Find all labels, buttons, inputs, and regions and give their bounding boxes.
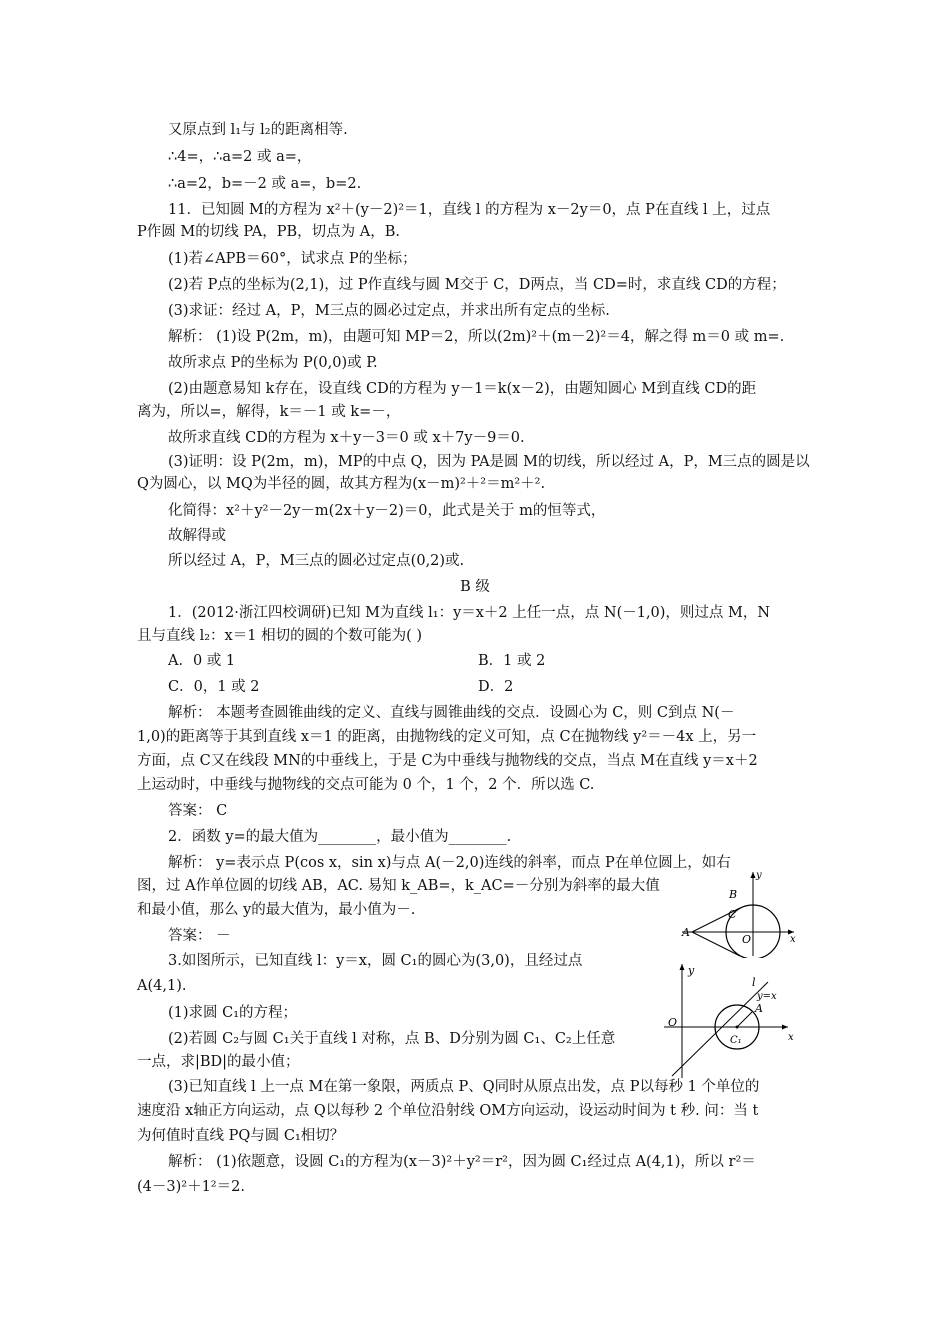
label-l: l	[752, 976, 756, 989]
problem-1-stem: 1．(2012·浙江四校调研)已知 M为直线 l₁：y＝x＋2 上任一点，点 N(－1,0)，则过点 M，N	[168, 605, 771, 621]
unit-circle-tangent-figure	[680, 868, 800, 958]
solution-line: 所以经过 A，P，M三点的圆必过定点(0,2)或.	[168, 553, 465, 569]
problem-3-part-3-cont: 速度沿 x轴正方向运动，点 Q以每秒 2 个单位沿射线 OM方向运动，设运动时间为 t 秒. 问：当 t	[137, 1103, 759, 1119]
label-o: O	[742, 933, 752, 946]
problem-11-stem-cont: P作圆 M的切线 PA，PB，切点为 A，B.	[137, 224, 400, 240]
solution-line: 图，过 A作单位圆的切线 AB，AC. 易知 k_AB=，k_AC=－分别为斜率的最大值	[137, 878, 660, 894]
problem-1-stem-cont: 且与直线 l₂：x＝1 相切的圆的个数可能为( )	[137, 628, 422, 644]
problem-3-part-2: (2)若圆 C₂与圆 C₁关于直线 l 对称，点 B、D分别为圆 C₁、C₂上任意	[168, 1031, 616, 1047]
problem-11-part-3: (3)求证：经过 A，P，M三点的圆必过定点，并求出所有定点的坐标.	[168, 303, 610, 319]
label-y: y	[688, 964, 695, 977]
solution-line: 上运动时，中垂线与抛物线的交点可能为 0 个，1 个，2 个．所以选 C.	[137, 777, 595, 793]
solution-line: 化简得：x²＋y²－2y－m(2x＋y－2)＝0，此式是关于 m的恒等式，	[168, 503, 606, 519]
option-b: B．1 或 2	[478, 653, 546, 669]
problem-2-stem: 2．函数 y=的最大值为________，最小值为________.	[168, 829, 512, 845]
option-d: D．2	[478, 679, 514, 695]
answer-line: 答案： C	[168, 803, 228, 819]
solution-line: 故所求直线 CD的方程为 x＋y－3＝0 或 x＋7y－9＝0.	[168, 430, 525, 446]
solution-line: 1,0)的距离等于其到直线 x＝1 的距离，由抛物线的定义可知，点 C在抛物线 y²＝－4x 上，另一	[137, 729, 757, 745]
solution-line: 离为，所以=，解得，k＝－1 或 k=－，	[137, 404, 401, 420]
text-line: ∴4=，∴a=2 或 a=，	[168, 149, 312, 165]
solution-line: 方面，点 C又在线段 MN的中垂线上，于是 C为中垂线与抛物线的交点，当点 M在直线 y＝x＋2	[137, 753, 758, 769]
option-c: C．0，1 或 2	[168, 679, 260, 695]
section-heading: B 级	[460, 579, 490, 595]
label-c: C	[728, 908, 737, 921]
solution-line: 解析： (1)依题意，设圆 C₁的方程为(x－3)²＋y²＝r²，因为圆 C₁经过点 A(4,1)，所以 r²＝	[168, 1154, 756, 1170]
option-a: A．0 或 1	[168, 653, 236, 669]
label-x: x	[790, 934, 796, 945]
solution-line: 故所求点 P的坐标为 P(0,0)或 P.	[168, 355, 378, 371]
label-x: x	[788, 1032, 794, 1043]
problem-3-part-1: (1)求圆 C₁的方程；	[168, 1005, 298, 1021]
solution-line: (3)证明：设 P(2m，m)，MP的中点 Q，因为 PA是圆 M的切线，所以经过 A，P，M三点的圆是以	[168, 454, 810, 470]
solution-line: 和最小值，那么 y的最大值为，最小值为－.	[137, 902, 416, 918]
answer-line: 答案： －	[168, 928, 231, 944]
label-c1: C₁	[730, 1035, 742, 1046]
solution-line: 解析： (1)设 P(2m，m)，由题可知 MP＝2，所以(2m)²＋(m－2)²＝4，解之得 m＝0 或 m=.	[168, 329, 785, 345]
solution-line: 故解得或	[168, 528, 226, 544]
problem-3-stem-cont: A(4,1).	[137, 978, 187, 994]
problem-3-part-3: (3)已知直线 l 上一点 M在第一象限，两质点 P、Q同时从原点出发，点 P以每秒 1 个单位的	[168, 1079, 760, 1095]
label-o: O	[668, 1016, 678, 1029]
solution-line: 解析： 本题考查圆锥曲线的定义、直线与圆锥曲线的交点．设圆心为 C，则 C到点 N(－	[168, 705, 735, 721]
solution-line: Q为圆心，以 MQ为半径的圆，故其方程为(x－m)²＋²＝m²＋².	[137, 476, 546, 492]
line-circle-figure	[660, 960, 800, 1080]
problem-11-part-2: (2)若 P点的坐标为(2,1)，过 P作直线与圆 M交于 C，D两点，当 CD=时，求直线 CD的方程；	[168, 277, 786, 293]
label-y: y	[756, 870, 762, 881]
label-line-eq: y=x	[757, 991, 777, 1002]
label-b: B	[729, 888, 738, 901]
solution-line: (2)由题意易知 k存在，设直线 CD的方程为 y－1＝k(x－2)，由题知圆心 M到直线 CD的距	[168, 381, 757, 397]
problem-3-part-2-cont: 一点，求|BD|的最小值；	[137, 1054, 300, 1070]
problem-11-stem: 11．已知圆 M的方程为 x²＋(y－2)²＝1，直线 l 的方程为 x－2y＝0，点 P在直线 l 上，过点	[168, 202, 771, 218]
text-line: 又原点到 l₁与 l₂的距离相等.	[168, 122, 348, 138]
problem-3-stem: 3.如图所示，已知直线 l：y＝x，圆 C₁的圆心为(3,0)，且经过点	[168, 953, 583, 969]
solution-line: (4－3)²＋1²＝2.	[137, 1179, 245, 1195]
problem-3-part-3-cont: 为何值时直线 PQ与圆 C₁相切？	[137, 1128, 345, 1144]
text-line: ∴a=2，b=－2 或 a=，b=2.	[168, 176, 362, 192]
label-a: A	[755, 1002, 763, 1015]
problem-11-part-1: (1)若∠APB＝60°，试求点 P的坐标；	[168, 251, 417, 267]
label-a: A	[682, 926, 690, 939]
solution-line: 解析： y=表示点 P(cos x，sin x)与点 A(－2,0)连线的斜率，而点 P在单位圆上，如右	[168, 855, 731, 871]
